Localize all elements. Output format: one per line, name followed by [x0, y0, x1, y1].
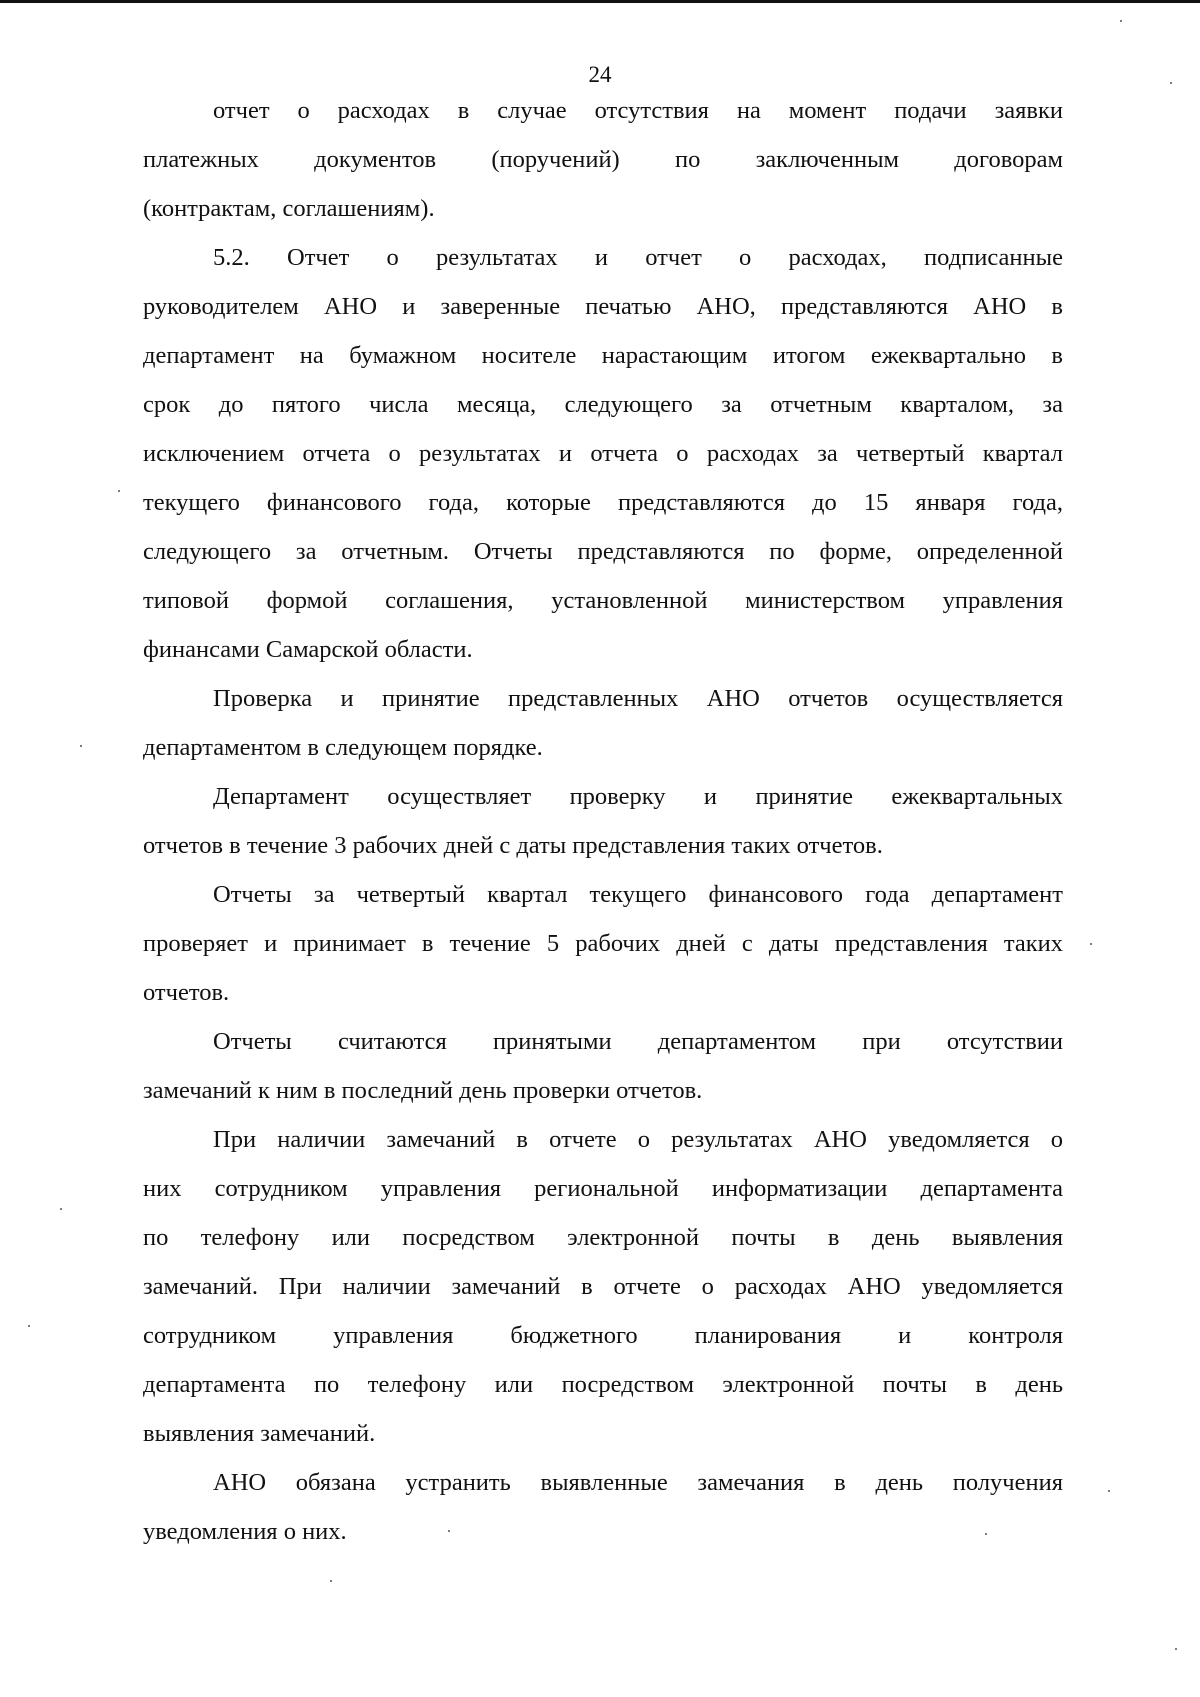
text-line: отчет о расходах в случае отсутствия на момент подачи заявки: [213, 97, 1063, 124]
text-line: текущего финансового года, которые представляются до 15 января года,: [143, 489, 1063, 516]
scan-speck: [1175, 1648, 1177, 1650]
text-line: проверяет и принимает в течение 5 рабочих дней с даты представления таких: [143, 930, 1063, 957]
text-line: (контрактам, соглашениям).: [143, 195, 435, 222]
text-line: них сотрудником управления региональной информатизации департамента: [143, 1175, 1063, 1202]
text-line: типовой формой соглашения, установленной министерством управления: [143, 587, 1063, 614]
text-line: Отчеты за четвертый квартал текущего финансового года департамент: [213, 881, 1063, 908]
text-line: уведомления о них.: [143, 1518, 347, 1545]
text-line: срок до пятого числа месяца, следующего за отчетным кварталом, за: [143, 391, 1063, 418]
text-line: 5.2. Отчет о результатах и отчет о расходах, подписанные: [213, 244, 1063, 271]
text-line: замечаний к ним в последний день проверки отчетов.: [143, 1077, 703, 1104]
text-line: отчетов в течение 3 рабочих дней с даты представления таких отчетов.: [143, 832, 883, 859]
scan-speck: [985, 1533, 987, 1535]
scan-speck: [1090, 943, 1092, 945]
document-body: [143, 86, 1063, 1556]
paragraph: [143, 870, 1063, 1017]
text-line: платежных документов (поручений) по заключенным договорам: [143, 146, 1063, 173]
text-line: АНО обязана устранить выявленные замечания в день получения: [213, 1469, 1063, 1496]
text-line: Отчеты считаются принятыми департаментом при отсутствии: [213, 1028, 1063, 1055]
scan-speck: [118, 490, 120, 492]
paragraph: [143, 86, 1063, 233]
text-line: замечаний. При наличии замечаний в отчете о расходах АНО уведомляется: [143, 1273, 1063, 1300]
text-line: по телефону или посредством электронной почты в день выявления: [143, 1224, 1063, 1251]
paragraph: [143, 1458, 1063, 1556]
text-line: следующего за отчетным. Отчеты представляются по форме, определенной: [143, 538, 1063, 565]
text-line: департаментом в следующем порядке.: [143, 734, 543, 761]
scan-speck: [448, 1530, 450, 1532]
scan-speck: [330, 1580, 332, 1582]
text-line: При наличии замечаний в отчете о результатах АНО уведомляется о: [213, 1126, 1063, 1153]
text-line: исключением отчета о результатах и отчета о расходах за четвертый квартал: [143, 440, 1063, 467]
text-line: отчетов.: [143, 979, 230, 1006]
text-line: сотрудником управления бюджетного планирования и контроля: [143, 1322, 1063, 1349]
scan-speck: [1170, 82, 1172, 84]
scan-speck: [60, 1208, 62, 1210]
paragraph: [143, 233, 1063, 674]
scan-edge-line: [0, 0, 1200, 3]
paragraph: [143, 674, 1063, 772]
paragraph: [143, 1115, 1063, 1458]
scan-speck: [28, 1325, 30, 1327]
text-line: финансами Самарской области.: [143, 636, 473, 663]
paragraph: [143, 1017, 1063, 1115]
paragraph: [143, 772, 1063, 870]
text-line: Проверка и принятие представленных АНО отчетов осуществляется: [213, 685, 1063, 712]
scan-speck: [80, 745, 82, 747]
text-line: департамент на бумажном носителе нарастающим итогом ежеквартально в: [143, 342, 1063, 369]
page-number: 24: [588, 62, 612, 87]
text-line: руководителем АНО и заверенные печатью АНО, представляются АНО в: [143, 293, 1063, 320]
scan-speck: [1108, 1490, 1110, 1492]
text-line: департамента по телефону или посредством электронной почты в день: [143, 1371, 1063, 1398]
scan-speck: [1120, 20, 1122, 22]
text-line: Департамент осуществляет проверку и принятие ежеквартальных: [213, 783, 1063, 810]
text-line: выявления замечаний.: [143, 1420, 376, 1447]
